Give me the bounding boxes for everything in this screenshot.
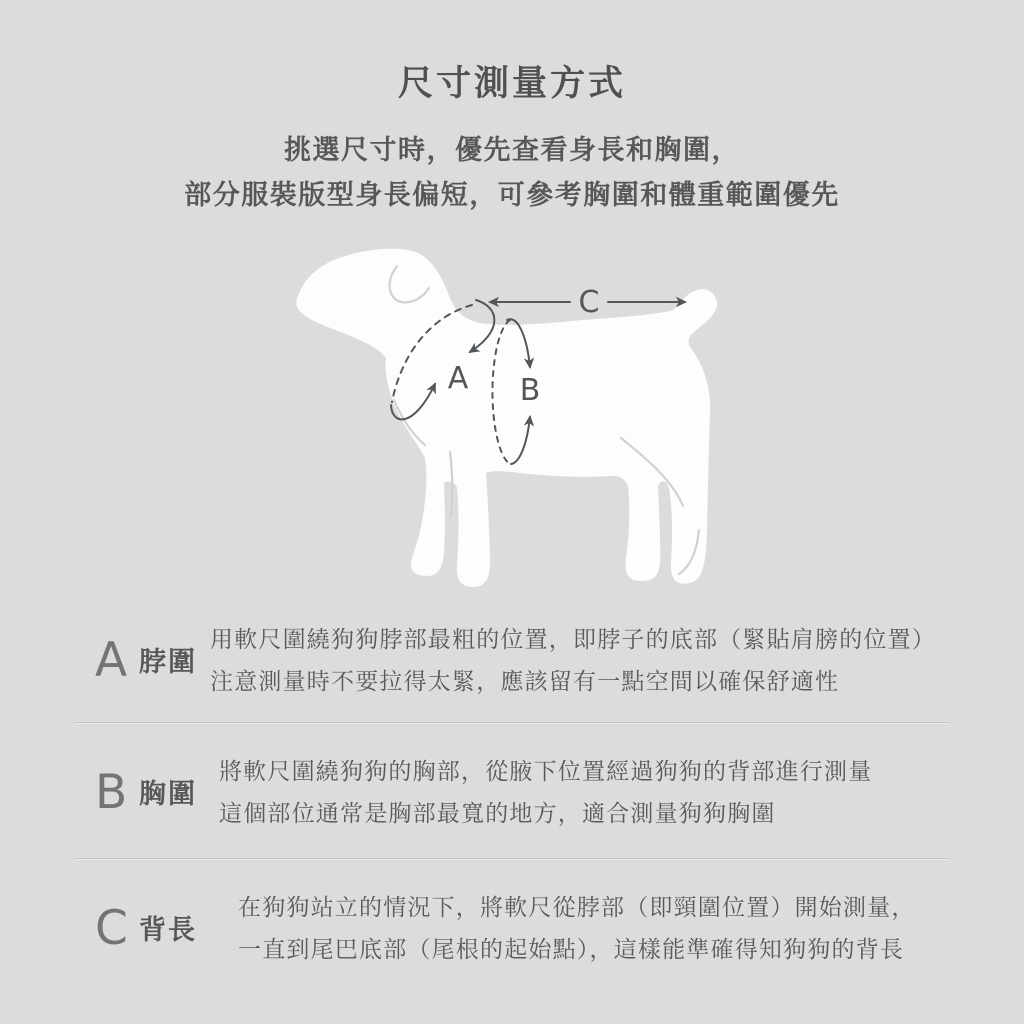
section-c-title: 背長 (139, 915, 197, 946)
section-b-text-line-2: 這個部位通常是胸部最寬的地方，適合測量狗狗胸圍 (219, 801, 776, 827)
section-a-text-line-1: 用軟尺圍繞狗狗脖部最粗的位置，即脖子的底部（緊貼肩膀的位置） (210, 627, 936, 653)
section-a-text-line-2: 注意測量時不要拉得太緊，應該留有一點空間以確保舒適性 (210, 669, 840, 695)
diagram-label-b: B (519, 373, 541, 408)
section-c-text-line-1: 在狗狗站立的情況下，將軟尺從脖部（即頸圍位置）開始測量， (238, 895, 916, 921)
section-b-title: 胸圍 (139, 779, 197, 810)
diagram-label-c: C (578, 285, 600, 320)
section-c-letter: C (95, 901, 128, 956)
diagram-label-a: A (447, 361, 469, 396)
section-b-letter: B (95, 765, 128, 820)
section-divider (74, 858, 950, 860)
section-c-text-line-2: 一直到尾巴底部（尾根的起始點），這樣能準確得知狗狗的背長 (238, 937, 905, 963)
section-a-title: 脖圍 (139, 647, 197, 678)
dog-measurement-diagram (280, 230, 740, 605)
section-a-letter: A (95, 633, 128, 688)
subtitle-line-2: 部分服裝版型身長偏短，可參考胸圍和體重範圍優先 (184, 180, 840, 211)
page-title: 尺寸測量方式 (397, 64, 626, 104)
section-divider (74, 722, 950, 724)
dog-silhouette-shape (296, 249, 717, 587)
section-b-text-line-1: 將軟尺圍繞狗狗的胸部，從腋下位置經過狗狗的背部進行測量 (219, 759, 873, 785)
subtitle-line-1: 挑選尺寸時，優先查看身長和胸圍， (284, 135, 740, 166)
front-leg-separator-line (450, 452, 452, 516)
